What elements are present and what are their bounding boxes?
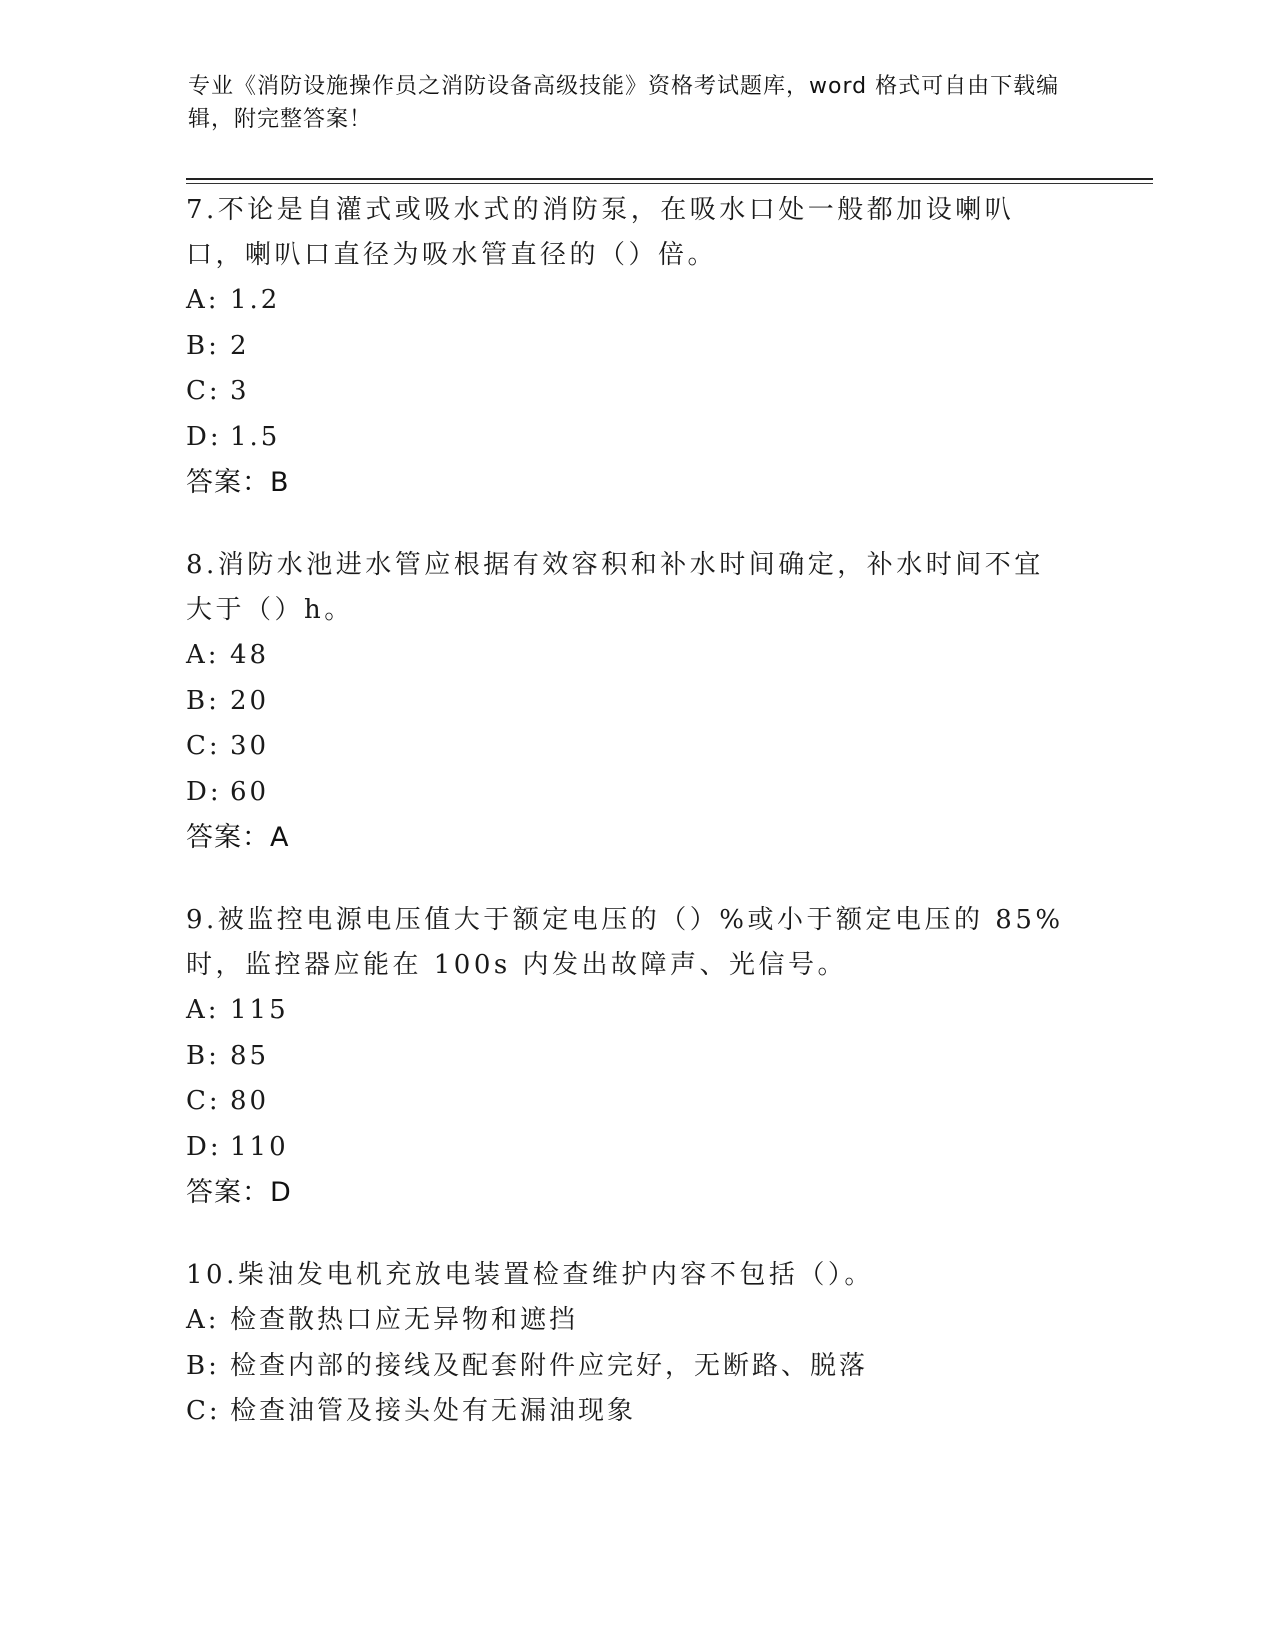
option-d [186,1125,1066,1171]
option-key: B: [186,1040,220,1071]
option-key: B: [186,685,220,716]
question-stem: 10.柴油发电机充放电装置检查维护内容不包括（）。 [186,1260,874,1290]
option-text: 60 [230,776,270,807]
option-a [186,278,1066,324]
option-key: A: [186,995,220,1025]
option-key: C: [186,376,221,406]
answer-label: 答案：B [186,467,290,498]
question-8 [186,543,1066,860]
option-text: 检查散热口应无异物和遮挡 [230,1305,579,1335]
option-key: B: [186,330,220,361]
option-d [186,770,1066,816]
option-key: B: [186,1350,220,1381]
option-c [186,369,1066,415]
option-text: 检查内部的接线及配套附件应完好，无断路、脱落 [230,1350,869,1381]
option-text: 2 [230,330,250,361]
option-key: A: [186,285,220,315]
option-a [186,633,1066,679]
option-text: 检查油管及接头处有无漏油现象 [230,1396,637,1426]
option-text: 115 [230,995,289,1025]
option-text: 85 [230,1040,270,1071]
option-b [186,324,1066,370]
document-header: 专业《消防设施操作员之消防设备高级技能》资格考试题库，word 格式可自由下载编辑，附完整答案！ [188,74,1060,132]
option-text: 1.2 [230,285,281,315]
option-text: 30 [230,731,270,761]
option-key: D: [186,1131,222,1162]
question-stem: 8.消防水池进水管应根据有效容积和补水时间确定，补水时间不宜大于（）h。 [186,550,1044,625]
header-divider-thin [186,183,1153,184]
option-b [186,1344,1066,1390]
option-text: 80 [230,1086,270,1116]
option-key: A: [186,1305,220,1335]
question-9 [186,898,1066,1215]
option-b [186,1034,1066,1080]
option-text: 48 [230,640,270,670]
option-b [186,679,1066,725]
option-key: A: [186,640,220,670]
question-stem: 7.不论是自灌式或吸水式的消防泵，在吸水口处一般都加设喇叭口，喇叭口直径为吸水管直径的（）倍。 [186,195,1015,270]
option-key: D: [186,776,222,807]
option-key: C: [186,1086,221,1116]
option-c [186,1079,1066,1125]
option-text: 110 [230,1131,289,1162]
option-key: D: [186,421,222,452]
question-stem: 9.被监控电源电压值大于额定电压的（）%或小于额定电压的 85%时，监控器应能在 100s 内发出故障声、光信号。 [186,905,1064,980]
option-d [186,415,1066,461]
answer-label: 答案：A [186,822,290,853]
option-text: 3 [230,376,250,406]
option-key: C: [186,1396,221,1426]
header-divider-thick [186,178,1153,180]
question-list [186,188,1066,1473]
answer-label: 答案：D [186,1177,292,1208]
option-text: 20 [230,685,270,716]
option-key: C: [186,731,221,761]
option-text: 1.5 [230,421,281,452]
question-7 [186,188,1066,505]
option-a [186,988,1066,1034]
question-10 [186,1253,1066,1435]
option-c [186,1389,1066,1435]
option-c [186,724,1066,770]
option-a [186,1298,1066,1344]
